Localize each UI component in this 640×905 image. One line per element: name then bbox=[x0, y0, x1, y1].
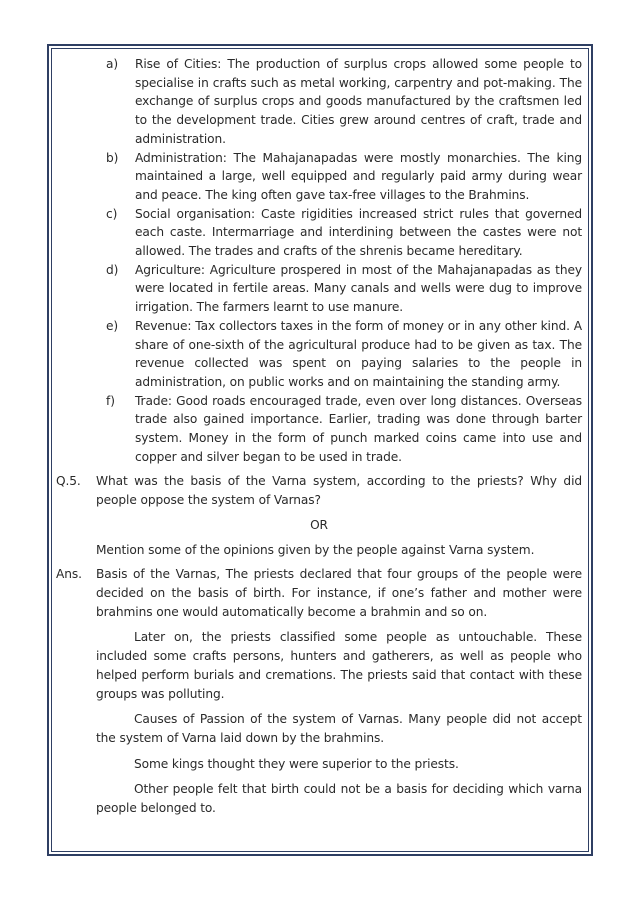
list-item-text: Rise of Cities: The production of surplus crops allowed some people to specialise in crafts such as metal working, carpentry and pot-making. The exchange of surplus crops and goods manufactured by the craftsmen led to the development trade. Cities grew around centres of craft, trade and administration. bbox=[135, 57, 582, 146]
question-text: What was the basis of the Varna system, according to the priests? Why did people oppose the system of Varnas? bbox=[96, 474, 582, 508]
question-label: Q.5. bbox=[56, 474, 81, 489]
list-item bbox=[56, 261, 582, 317]
list-item-label: e) bbox=[106, 318, 119, 333]
list-item bbox=[56, 392, 582, 467]
list-item-label: d) bbox=[106, 262, 119, 277]
list-item-text: Agriculture: Agriculture prospered in most of the Mahajanapadas as they were located in fertile areas. Many canals and wells were dug to improve irrigation. The farmers learnt to use manure. bbox=[135, 262, 582, 315]
list-item-label: a) bbox=[106, 57, 119, 71]
answer-paragraph: Later on, the priests classified some people as untouchable. These included some crafts persons, hunters and gatherers, as well as people who helped perform burials and cremations. The priests said that contact with these groups was polluting. bbox=[96, 630, 582, 701]
list-item-text: Social organisation: Caste rigidities increased strict rules that governed each caste. Intermarriage and interdining between the castes were not allowed. The trades and crafts of the shrenis became hereditary. bbox=[135, 206, 582, 259]
list-item-label: c) bbox=[106, 206, 118, 221]
question bbox=[56, 472, 582, 509]
list-item-text: Trade: Good roads encouraged trade, even over long distances. Overseas trade also gained importance. Earlier, trading was done through barter system. Money in the form of punch marked coins came into use and copper and silver began to be used in trade. bbox=[135, 393, 582, 464]
list-item bbox=[56, 149, 582, 205]
answer-text: Basis of the Varnas, The priests declared that four groups of the people were decided on the basis of birth. For instance, if one’s father and mother were brahmins one would automatically become a brahmin and so on. bbox=[96, 567, 582, 619]
list-item-label: f) bbox=[106, 393, 115, 408]
list-item bbox=[56, 205, 582, 261]
answer bbox=[56, 565, 582, 621]
answer-paragraph: Other people felt that birth could not be a basis for deciding which varna people belonged to. bbox=[96, 782, 582, 816]
list-item bbox=[56, 55, 582, 149]
list-item-text: Administration: The Mahajanapadas were mostly monarchies. The king maintained a large, well equipped and regularly paid army during wear and peace. The king often gave tax-free villages to the Brahmins. bbox=[135, 150, 582, 202]
document-body bbox=[56, 55, 582, 818]
list-item bbox=[56, 317, 582, 392]
list-item-label: b) bbox=[106, 150, 119, 165]
answer-label: Ans. bbox=[56, 567, 82, 582]
answer-paragraph: Causes of Passion of the system of Varnas. Many people did not accept the system of Varna laid down by the brahmins. bbox=[96, 712, 582, 745]
answer-paragraph: Some kings thought they were superior to the priests. bbox=[134, 756, 459, 771]
list-item-text: Revenue: Tax collectors taxes in the form of money or in any other kind. A share of one-sixth of the agricultural produce had to be given as tax. The revenue collected was spent on paying salaries to the people in administration, on public works and on maintaining the standing army. bbox=[135, 318, 582, 389]
question-alternative: Mention some of the opinions given by the people against Varna system. bbox=[96, 542, 535, 557]
or-divider: OR bbox=[310, 517, 328, 532]
